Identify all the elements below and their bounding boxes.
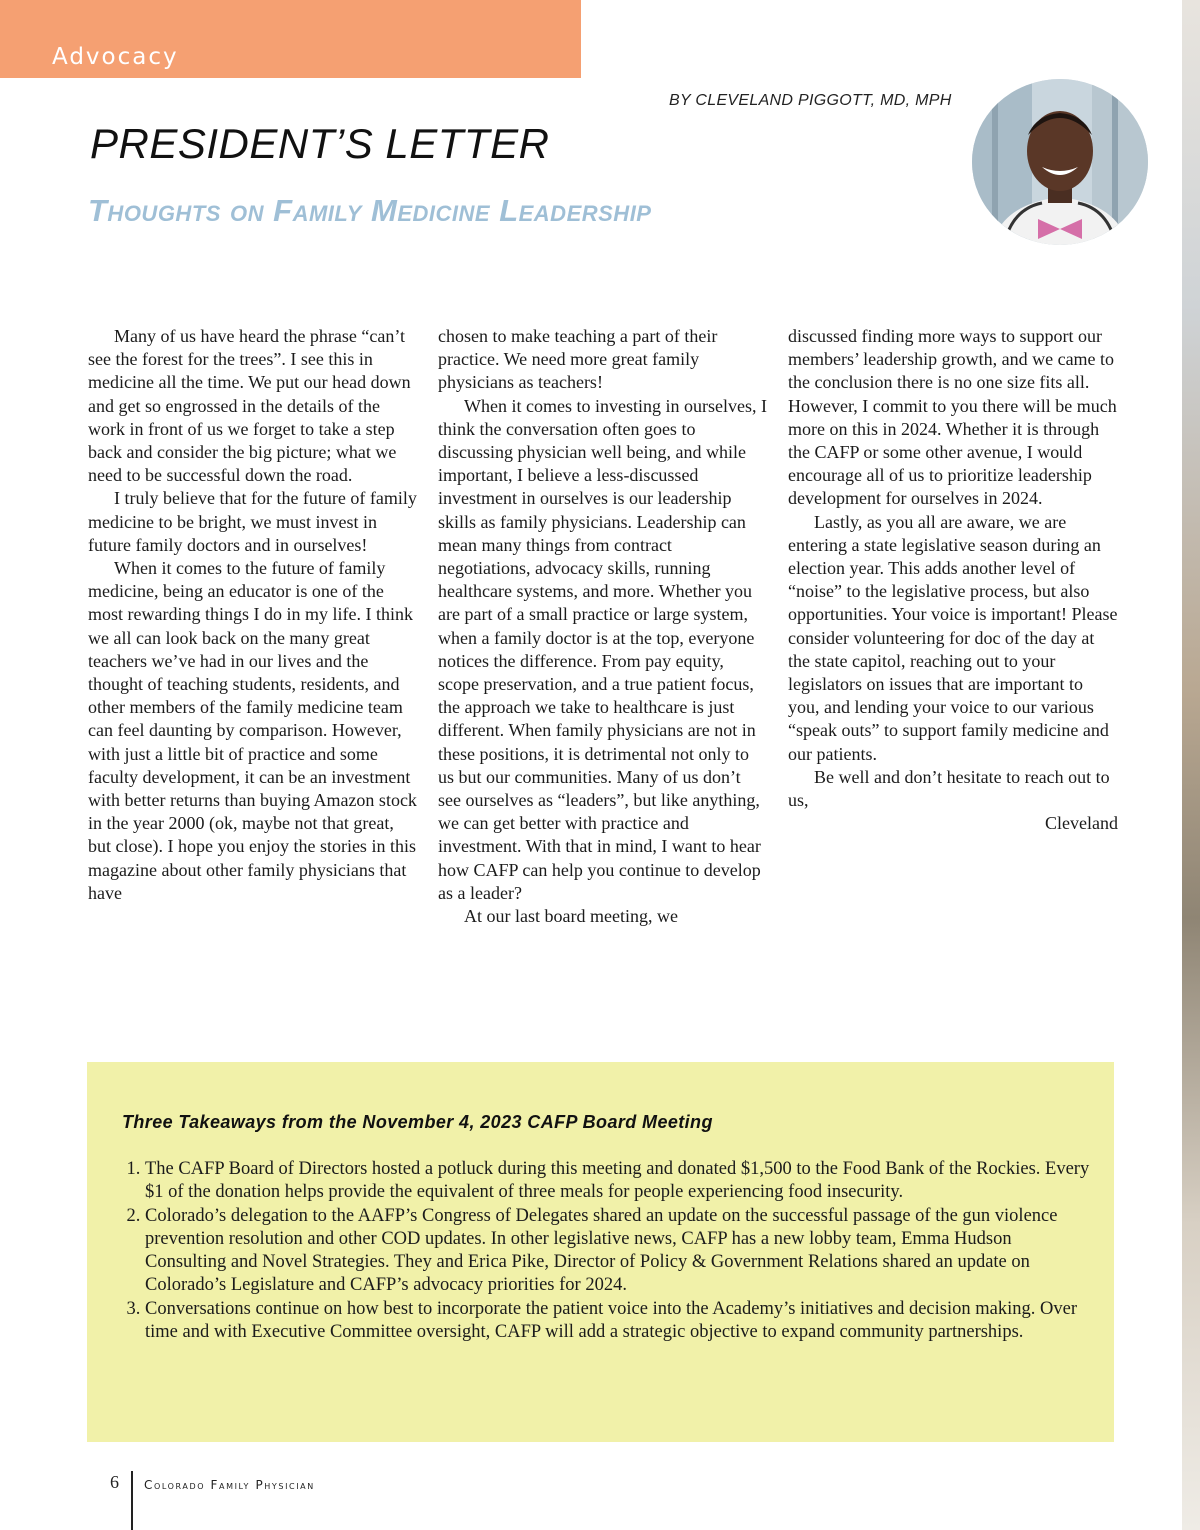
adjacent-page-edge: [1182, 0, 1200, 1530]
takeaway-item: 2. Colorado’s delegation to the AAFP’s Congress of Delegates shared an update on the successful passage of the gun violence prevention resolution and other COD updates. In other legislative news, CAFP has a new lobby team, Emma Hudson Consulting and Novel Strategies. They and Erica Pike, Director of Policy & Government Relations shared an update on Colorado’s Legislature and CAFP’s advocacy priorities for 2024.: [145, 1205, 1095, 1298]
page-title: PRESIDENT’S LETTER: [90, 120, 550, 167]
section-tab: [0, 0, 581, 78]
column1-paragraph-3: When it comes to the future of family medicine, being an educator is one of the most rewarding things I do in my life. I think we all can look back on the many great teachers we’ve had in our lives and the thought of teaching students, residents, and other members of the family medicine team can feel daunting by comparison. However, with just a little bit of practice and some faculty development, it can be an investment with better returns than buying Amazon stock in the year 2000 (ok, maybe not that great, but close). I hope you enjoy the stories in this magazine about other family physicians that have: [88, 558, 417, 903]
column3-paragraph-3: Be well and don’t hesitate to reach out to us,: [788, 766, 1110, 811]
page-subtitle: Thoughts on Family Medicine Leadership: [88, 193, 652, 228]
article-column-2: [438, 325, 768, 928]
column1-paragraph-2: I truly believe that for the future of family medicine to be bright, we must invest in future family doctors and in ourselves!: [88, 488, 417, 555]
column1-paragraph-1: Many of us have heard the phrase “can’t see the forest for the trees”. I see this in medicine all the time. We put our head down and get so engrossed in the details of the work in front of us we forget to take a step back and consider the big picture; what we need to be successful down the road.: [88, 326, 411, 486]
column2-paragraph-3: At our last board meeting, we: [464, 906, 678, 927]
section-label: Advocacy: [52, 44, 179, 70]
takeaways-heading: Three Takeaways from the November 4, 2023 CAFP Board Meeting: [122, 1112, 713, 1132]
takeaway-item: 1. The CAFP Board of Directors hosted a potluck during this meeting and donated $1,500 to the Food Bank of the Rockies. Every $1 of the donation helps provide the equivalent of three meals for people experiencing food insecurity.: [145, 1158, 1095, 1205]
takeaways-box: [87, 1062, 1114, 1442]
column3-paragraph-2: Lastly, as you all are aware, we are entering a state legislative season during an election year. This adds another level of “noise” to the legislative process, but also opportunities. Your voice is important! Please consider volunteering for doc of the day at the state capitol, reaching out to your legislators on issues that are important to you, and lending your voice to our various “speak outs” to support family medicine and our patients.: [788, 511, 1118, 764]
takeaways-list: [123, 1158, 1095, 1344]
signature: Cleveland: [1045, 813, 1118, 834]
byline: BY CLEVELAND PIGGOTT, MD, MPH: [669, 92, 952, 109]
column2-paragraph-2: When it comes to investing in ourselves, I think the conversation often goes to discussing physician well being, and while important, I believe a less-discussed investment in ourselves is our leadership skills as family physicians. Leadership can mean many things from contract negotiations, advocacy skills, running healthcare systems, and more. Whether you are part of a small practice or large system, when a family doctor is at the top, everyone notices the difference. From pay equity, scope preservation, and a true patient focus, the approach we take to healthcare is just different. When family physicians are not in these positions, it is detrimental not only to us but our communities. Many of us don’t see ourselves as “leaders”, but like anything, we can get better with practice and investment. With that in mind, I want to hear how CAFP can help you continue to develop as a leader?: [438, 395, 767, 903]
column3-paragraph-1: discussed finding more ways to support our members’ leadership growth, and we came to the conclusion there is no one size fits all. However, I commit to you there will be much more on this in 2024. Whether it is through the CAFP or some other avenue, I would encourage all of us to prioritize leadership development for ourselves in 2024.: [788, 326, 1117, 509]
page-number: 6: [110, 1472, 119, 1492]
author-portrait: [972, 79, 1148, 245]
publication-name: Colorado Family Physician: [144, 1478, 315, 1492]
takeaway-item: 3. Conversations continue on how best to incorporate the patient voice into the Academy’s initiatives and decision making. Over time and with Executive Committee oversight, CAFP will add a strategic objective to expand community partnerships.: [145, 1298, 1095, 1345]
column2-paragraph-1: chosen to make teaching a part of their practice. We need more great family physicians as teachers!: [438, 326, 718, 393]
article-column-1: [88, 325, 418, 905]
footer-divider: [131, 1471, 133, 1530]
article-column-3: [788, 325, 1118, 835]
portrait-illustration: [972, 79, 1148, 245]
